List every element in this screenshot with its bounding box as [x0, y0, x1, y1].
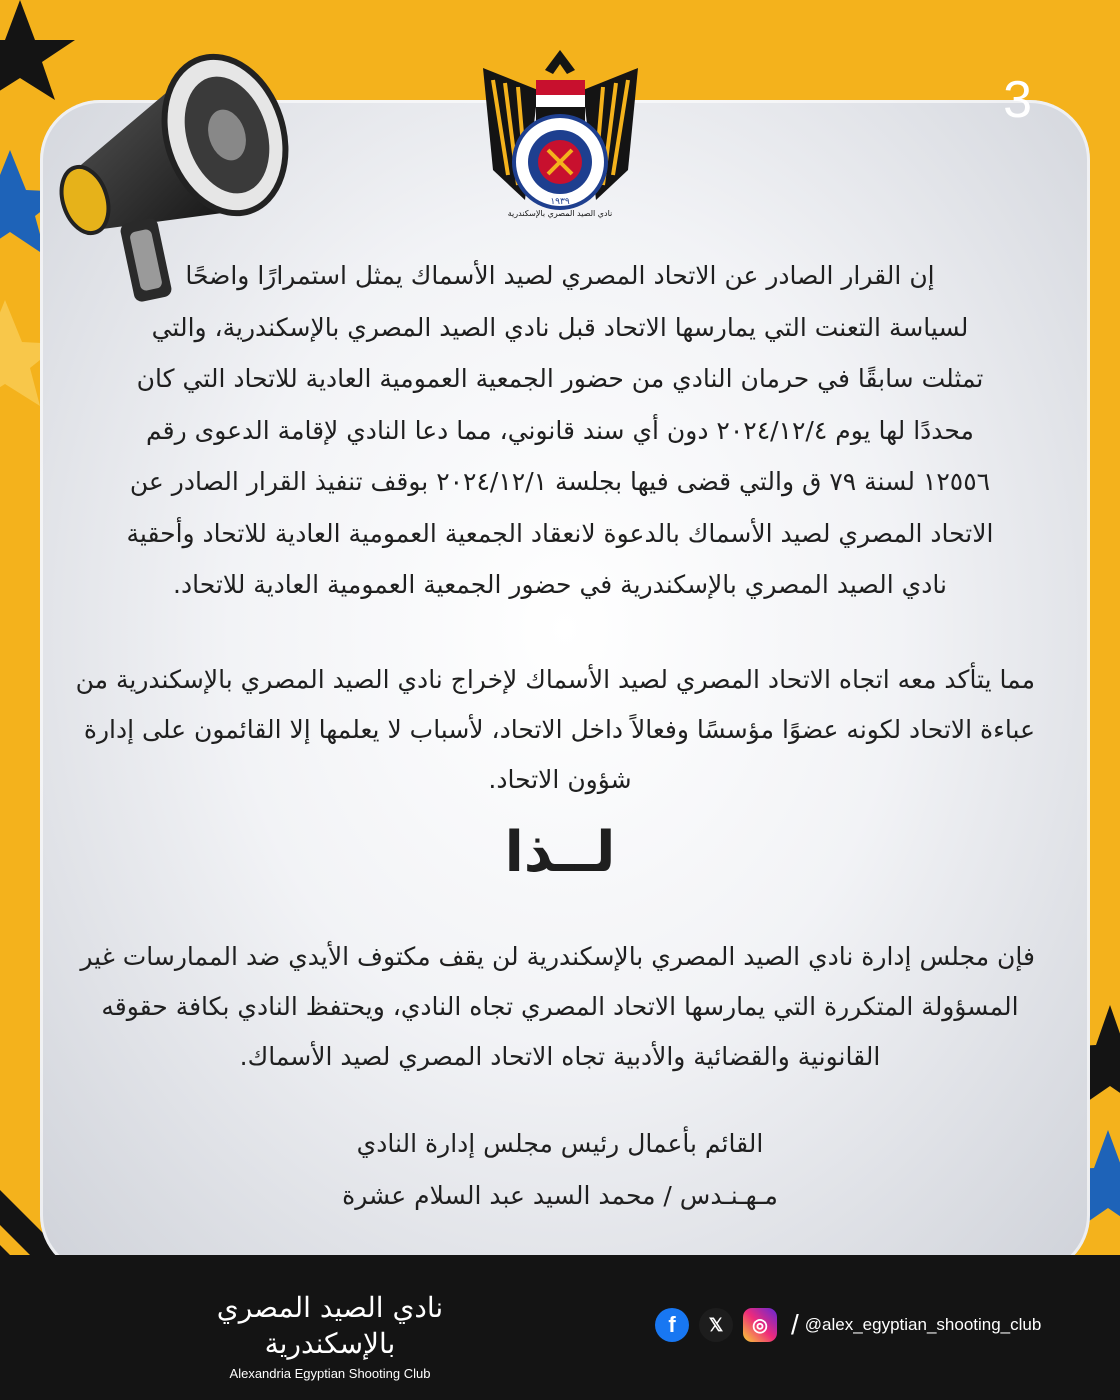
emblem-year: ١٩٣٩ [550, 197, 570, 207]
emblem-ring-text: نادي الصيد المصري بالإسكندرية [507, 209, 613, 218]
paragraph-line: شؤون الاتحاد. [488, 765, 632, 794]
social-handle[interactable]: @alex_egyptian_shooting_club [804, 1315, 1042, 1334]
signature-block [300, 1118, 820, 1222]
club-name-arabic: نادي الصيد المصري بالإسكندرية [216, 1291, 444, 1360]
paragraph-line: الاتحاد المصري لصيد الأسماك بالدعوة لانعقاد الجمعية العمومية العادية للاتحاد وأحقية [126, 518, 994, 548]
signature-title: القائم بأعمال رئيس مجلس إدارة النادي [356, 1129, 764, 1158]
paragraph-line: مما يتأكد معه اتجاه الاتحاد المصري لصيد الأسماك لإخراج نادي الصيد المصري بالإسكندرية من [75, 665, 1035, 694]
paragraph-line: محددًا لها يوم ٢٠٢٤/١٢/٤ دون أي سند قانوني، مما دعا النادي لإقامة الدعوى رقم [146, 415, 974, 445]
paragraph-line: تمثلت سابقًا في حرمان النادي من حضور الجمعية العمومية العادية للاتحاد التي كان [136, 364, 984, 393]
paragraph-line: عباءة الاتحاد لكونه عضوًا مؤسسًا وفعالاً داخل الاتحاد، لأسباب لا يعلمها إلا القائمون على إدارة [83, 715, 1035, 744]
paragraph-line: ١٢٥٥٦ لسنة ٧٩ ق والتي قضى فيها بجلسة ٢٠٢٤/١٢/١ بوقف تنفيذ القرار الصادر عن [129, 467, 991, 496]
paragraph-2 [75, 655, 1035, 805]
social-links [655, 1305, 1041, 1345]
x-icon[interactable]: 𝕏 [699, 1308, 733, 1342]
social-separator: / [791, 1309, 799, 1340]
signature-name: مـهـنـدس / محمد السيد عبد السلام عشرة [342, 1181, 778, 1210]
page-number: 3 [1003, 71, 1032, 129]
club-emblem-logo [463, 50, 658, 225]
paragraph-line: المسؤولة المتكررة التي يمارسها الاتحاد المصري تجاه النادي، ويحتفظ النادي بكافة حقوقه [101, 992, 1019, 1021]
footer-club-logo [210, 1290, 450, 1381]
club-name-english: Alexandria Egyptian Shooting Club [229, 1366, 431, 1381]
paragraph-3 [80, 932, 1035, 1082]
paragraph-line: القانونية والقضائية والأدبية تجاه الاتحاد المصري لصيد الأسماك. [239, 1042, 881, 1071]
paragraph-line: نادي الصيد المصري بالإسكندرية في حضور الجمعية العمومية العادية للاتحاد. [173, 570, 947, 599]
paragraph-line: لسياسة التعنت التي يمارسها الاتحاد قبل نادي الصيد المصري بالإسكندرية، والتي [151, 312, 969, 342]
paragraph-line: إن القرار الصادر عن الاتحاد المصري لصيد الأسماك يمثل استمرارًا واضحًا [185, 261, 935, 290]
paragraph-1 [85, 250, 1035, 611]
instagram-icon[interactable]: ◎ [743, 1308, 777, 1342]
facebook-icon[interactable]: f [655, 1308, 689, 1342]
paragraph-line: فإن مجلس إدارة نادي الصيد المصري بالإسكندرية لن يقف مكتوف الأيدي ضد الممارسات غير [80, 942, 1035, 971]
section-heading: لــذا [504, 820, 616, 885]
